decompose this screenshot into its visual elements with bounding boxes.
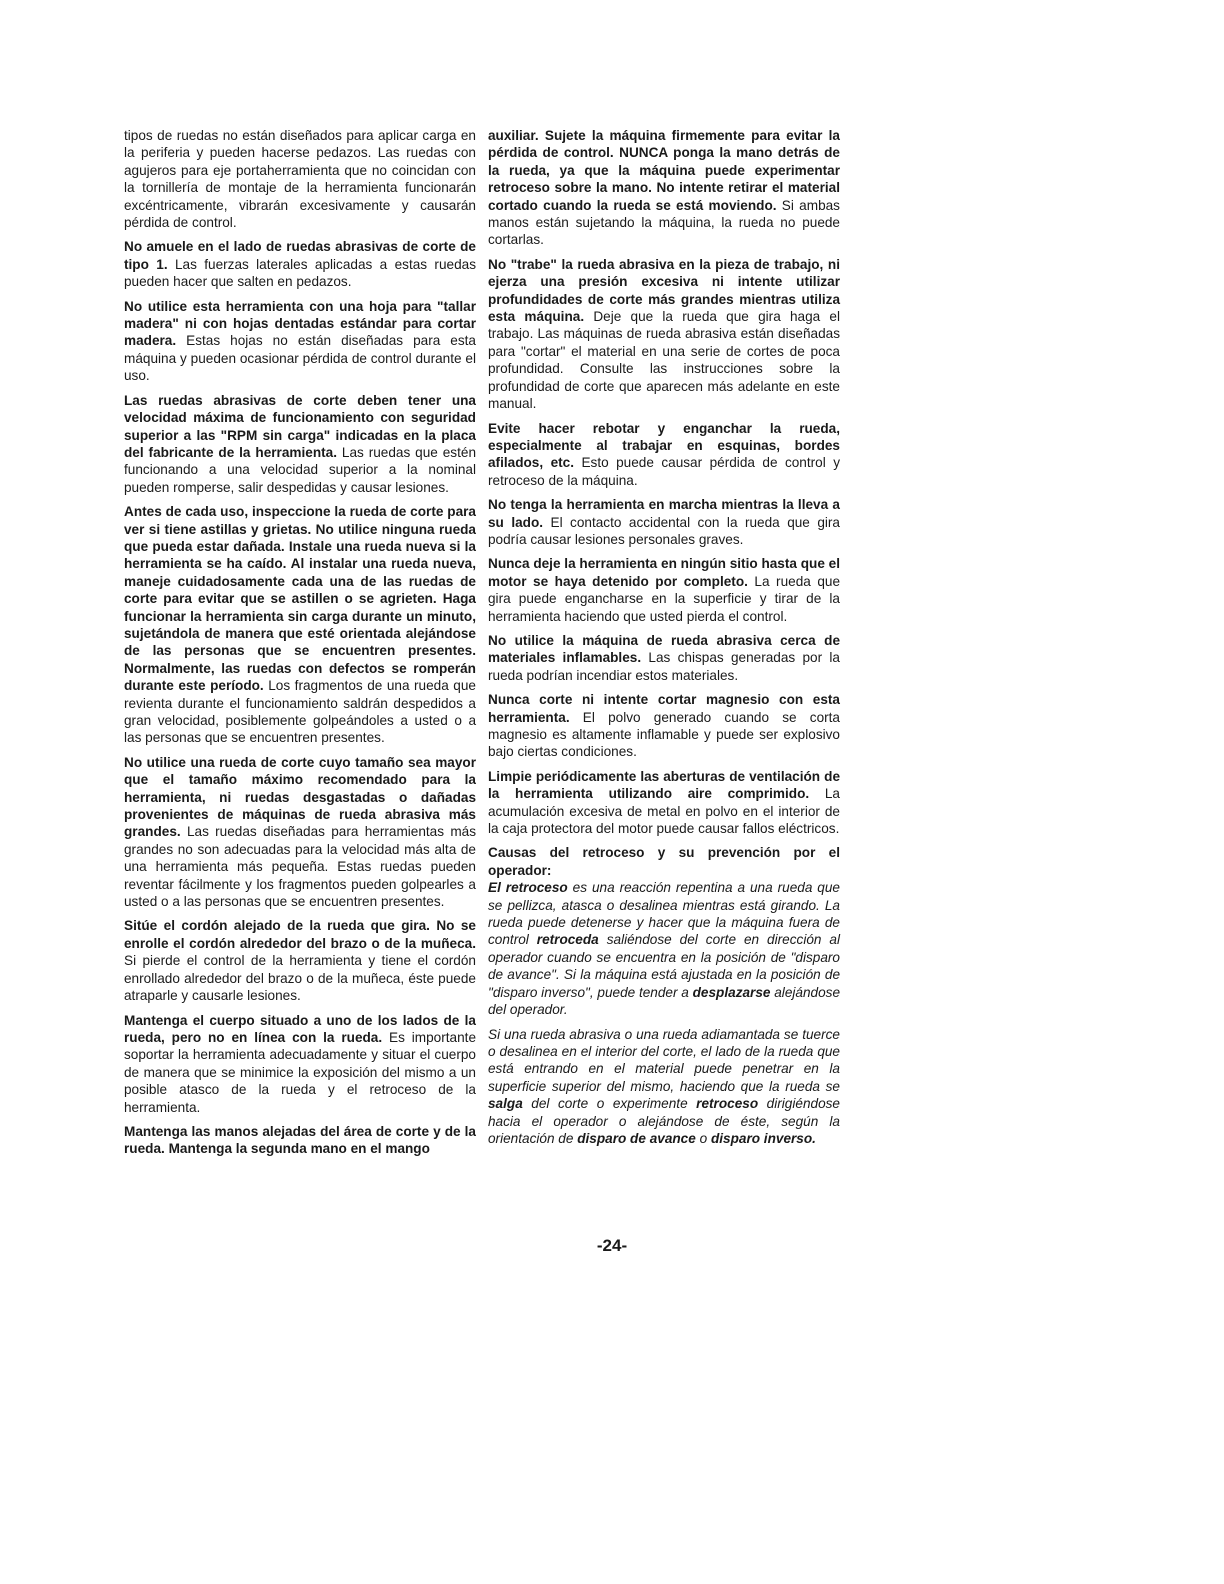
paragraph-lead: Evite hacer rebotar y enganchar la rueda, especialmente al trabajar en esquinas, bordes afilados, etc. <box>488 420 840 471</box>
italic-text: saliéndose del corte en dirección al operador cuando se encuentra en la posición de "disparo de avance". Si la máquina está ajustada en la posición de "disparo inverso", puede tender a <box>488 932 841 1000</box>
paragraph-wheel-size <box>124 754 476 911</box>
left-column <box>124 127 476 1165</box>
paragraph-lead: Antes de cada uso, inspeccione la rueda de corte para ver si tiene astillas y grietas. No utilice ninguna rueda que pueda estar dañada. Instale una rueda nueva si la herramienta se ha caído. Al instalar una rueda nueva, maneje cuidadosamente cada una de las ruedas de corte para evitar que se astillen o se agrieten. Haga funcionar la herramienta sin carga durante un minuto, sujetándola de manera que esté orientada alejándose de las personas que se encuentren presentes. Normalmente, las ruedas con defectos se romperán durante este período. <box>124 504 476 694</box>
paragraph-body: Deje que la rueda que gira haga el trabajo. Las máquinas de rueda abrasiva están diseñadas para "cortar" el material en una serie de cortes de poca profundidad. Consulte las instrucciones sobre la profundidad de corte que aparecen más adelante en este manual. <box>488 309 841 412</box>
emphasis-term: salga <box>488 1096 523 1112</box>
emphasis-term: disparo inverso. <box>710 1130 816 1146</box>
paragraph-avoid-bouncing <box>488 420 840 490</box>
paragraph-lead: No "trabe" la rueda abrasiva en la pieza de trabajo, ni ejerza una presión excesiva ni intente utilizar profundidades de corte más grandes mientras utiliza esta máquina. <box>488 256 840 325</box>
emphasis-term: retroceda <box>536 932 599 948</box>
paragraph-body: tipos de ruedas no están diseñados para aplicar carga en la periferia y pueden hacerse pedazos. Las ruedas con agujeros para eje portaherramienta que no coincidan con la tornillería de montaje de la herramienta funcionarán excéntricamente, vibrarán excesivamente y causarán pérdida de control. <box>124 128 476 231</box>
paragraph-body: La acumulación excesiva de metal en polvo en el interior de la caja protectora del motor puede causar fallos eléctricos. <box>488 786 840 837</box>
paragraph-body: Las chispas generadas por la rueda podrían incendiar estos materiales. <box>488 650 840 683</box>
paragraph-lead: Las ruedas abrasivas de corte deben tener una velocidad máxima de funcionamiento con seguridad superior a las "RPM sin carga" indicadas en la placa del fabricante de la herramienta. <box>124 392 476 460</box>
paragraph-body: Estas hojas no están diseñadas para esta máquina y pueden ocasionar pérdida de control durante el uso. <box>124 333 476 384</box>
paragraph-body: La rueda que gira puede engancharse en la superficie y tirar de la herramienta haciendo que usted pierda el control. <box>488 573 841 624</box>
italic-text: o <box>695 1130 711 1146</box>
paragraph-body: Si pierde el control de la herramienta y tiene el cordón enrollado alrededor del brazo o de la muñeca, éste puede atraparle y causarle lesiones. <box>124 953 476 1004</box>
paragraph-hands-away <box>124 1123 476 1158</box>
paragraph-max-speed <box>124 392 476 496</box>
paragraph-no-side-grinding <box>124 238 476 290</box>
paragraph-body: Las ruedas diseñadas para herramientas más grandes no son adecuadas para la velocidad más alta de una herramienta más pequeña. Estas ruedas pueden reventar fácilmente y los fragmentos pueden golpearles a usted o a las personas que se encuentren presentes. <box>124 824 476 910</box>
page-number: -24- <box>596 1236 628 1255</box>
paragraph-lead: Nunca deje la herramienta en ningún sitio hasta que el motor se haya detenido por completo. <box>488 556 841 589</box>
paragraph-auxiliary-handle <box>488 127 840 249</box>
paragraph-lead: No utilice esta herramienta con una hoja para "tallar madera" ni con hojas dentadas estándar para cortar madera. <box>124 298 476 349</box>
paragraph-inspect-wheel <box>124 503 476 747</box>
paragraph-body: Los fragmentos de una rueda que revienta durante el funcionamiento saldrán despedidos a gran velocidad, posiblemente golpeándoles a usted o a las personas que se encuentren presentes. <box>124 678 476 746</box>
paragraph-flammable-materials <box>488 632 840 684</box>
paragraph-no-magnesium <box>488 691 840 761</box>
paragraph-lead: Nunca corte ni intente cortar magnesio con esta herramienta. <box>488 692 840 725</box>
paragraph-lead: Sitúe el cordón alejado de la rueda que gira. No se enrolle el cordón alrededor del brazo o de la muñeca. <box>124 918 476 951</box>
paragraph-no-wood-blades <box>124 298 476 385</box>
italic-text: alejándose del operador. <box>488 984 841 1018</box>
paragraph-lead: No utilice la máquina de rueda abrasiva cerca de materiales inflamables. <box>488 632 840 666</box>
paragraph-lead: Limpie periódicamente las aberturas de ventilación de la herramienta utilizando aire comprimido. <box>488 768 840 802</box>
paragraph-lead: No utilice una rueda de corte cuyo tamaño sea mayor que el tamaño máximo recomendado para la herramienta, ni ruedas desgastadas o dañadas provenientes de máquinas de rueda abrasiva más grandes. <box>124 754 476 840</box>
paragraph-lead: Mantenga el cuerpo situado a uno de los lados de la rueda, pero no en línea con la rueda. <box>124 1012 476 1045</box>
emphasis-term: disparo de avance <box>577 1130 696 1146</box>
paragraph-no-jamming <box>488 256 840 413</box>
paragraph-wheel-types <box>124 127 476 231</box>
emphasis-term: desplazarse <box>692 984 771 1000</box>
section-subheading: Causas del retroceso y su prevención por el operador: <box>488 845 840 878</box>
paragraph-wait-motor-stop <box>488 555 840 625</box>
paragraph-lead: Mantenga las manos alejadas del área de corte y de la rueda. Mantenga la segunda mano en el mango <box>124 1123 476 1157</box>
paragraph-lead: No amuele en el lado de ruedas abrasivas de corte de tipo 1. <box>124 239 476 272</box>
paragraph-body: Las ruedas que estén funcionando a una velocidad superior a la nominal pueden romperse, salir despedidas y causar lesiones. <box>124 444 477 495</box>
italic-text: Si una rueda abrasiva o una rueda adiamantada se tuerce o desalinea en el interior del corte, el lado de la rueda que está entrando en el material puede penetrar en la superficie superior del mismo, haciendo que la rueda se <box>488 1026 840 1094</box>
paragraph-body: El polvo generado cuando se corta magnesio es altamente inflamable y puede ser explosivo bajo ciertas condiciones. <box>488 709 840 760</box>
italic-text: dirigiéndose hacia el operador o alejándose de éste, según la orientación de <box>488 1096 840 1146</box>
emphasis-term: retroceso <box>696 1096 759 1112</box>
paragraph-lead: No tenga la herramienta en marcha mientras la lleva a su lado. <box>488 497 840 530</box>
italic-text: del corte o experimente <box>522 1096 697 1112</box>
paragraph-clean-vents <box>488 768 840 838</box>
paragraph-body: El contacto accidental con la rueda que gira podría causar lesiones personales graves. <box>488 514 840 547</box>
italic-text: es una reacción repentina a una rueda que se pellizca, atasca o desalinea mientras está girando. La rueda puede detenerse y hacer que la máquina fuera de control <box>488 880 840 948</box>
paragraph-body: Esto puede causar pérdida de control y retroceso de la máquina. <box>488 455 840 488</box>
paragraph-lead: auxiliar. Sujete la máquina firmemente para evitar la pérdida de control. NUNCA ponga la mano detrás de la rueda, ya que la máquina puede experimentar retroceso sobre la mano. No intente retirar el material cortado cuando la rueda se está moviendo. <box>488 128 840 213</box>
paragraph-kickback-causes <box>488 844 840 1018</box>
paragraph-no-carry-running <box>488 496 840 548</box>
paragraph-cord-position <box>124 917 476 1004</box>
paragraph-body: Las fuerzas laterales aplicadas a estas ruedas pueden hacer que salten en pedazos. <box>124 256 476 290</box>
emphasis-term: El retroceso <box>488 880 568 896</box>
paragraph-body: Es importante soportar la herramienta adecuadamente y situar el cuerpo de manera que se minimice la exposición del mismo a un posible atasco de la rueda y el retroceso de la herramienta. <box>124 1029 477 1115</box>
paragraph-body: Si ambas manos están sujetando la máquina, la rueda no puede cortarlas. <box>488 197 840 248</box>
right-column <box>488 127 840 1154</box>
paragraph-body-position <box>124 1012 476 1116</box>
paragraph-twisted-wheel <box>488 1026 840 1148</box>
